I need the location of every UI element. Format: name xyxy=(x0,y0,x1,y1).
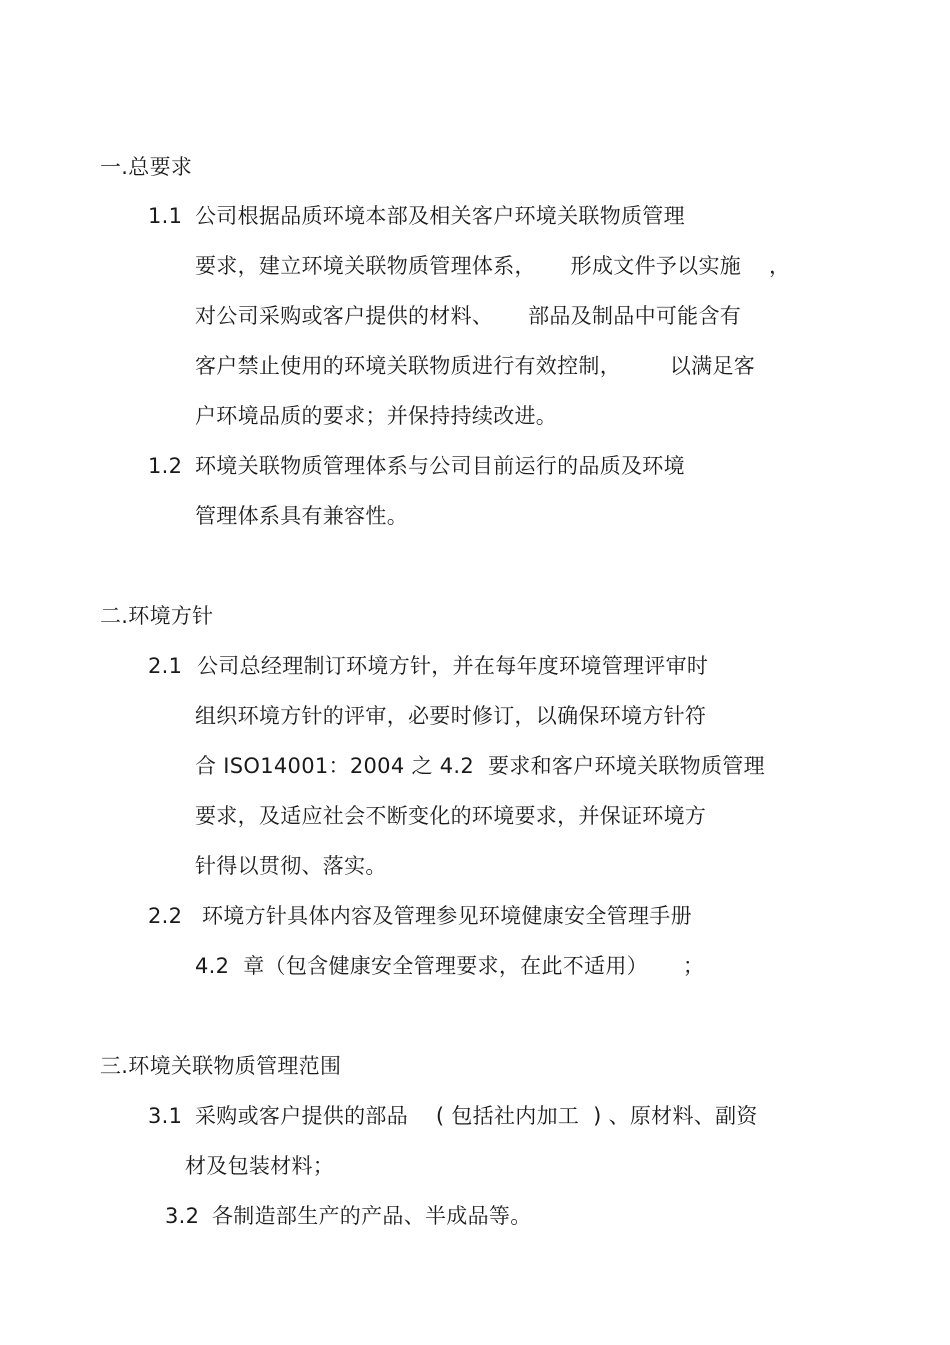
item-3-1-line-2: 材及包装材料； xyxy=(185,1154,335,1178)
item-2-2-line-2: 4.2 章（包含健康安全管理要求，在此不适用） ； xyxy=(195,954,705,978)
item-2-1-line-3: 合 ISO14001：2004 之 4.2 要求和客户环境关联物质管理 xyxy=(195,754,765,778)
section-heading-2: 二.环境方针 xyxy=(100,604,214,628)
item-1-2-line-2: 管理体系具有兼容性。 xyxy=(195,504,408,528)
item-2-1-line-4: 要求，及适应社会不断变化的环境要求，并保证环境方 xyxy=(195,804,707,828)
item-1-1-line-3: 对公司采购或客户提供的材料、 部品及制品中可能含有 xyxy=(195,304,742,328)
item-number-1-1: 1.1 xyxy=(148,204,183,228)
section-heading-3: 三.环境关联物质管理范围 xyxy=(100,1054,342,1078)
item-1-1-line-2: 要求，建立环境关联物质管理体系， 形成文件予以实施 ， xyxy=(195,254,791,278)
item-number-3-2: 3.2 xyxy=(165,1204,200,1228)
item-1-1-line-5: 户环境品质的要求；并保持持续改进。 xyxy=(195,404,558,428)
item-1-1-line-1: 公司根据品质环境本部及相关客户环境关联物质管理 xyxy=(195,204,685,228)
item-1-1-line-4: 客户禁止使用的环境关联物质进行有效控制， 以满足客 xyxy=(195,354,756,378)
item-2-1-line-5: 针得以贯彻、落实。 xyxy=(195,854,387,878)
item-number-3-1: 3.1 xyxy=(148,1104,183,1128)
item-2-1-line-2: 组织环境方针的评审，必要时修订，以确保环境方针符 xyxy=(195,704,707,728)
item-2-1-line-1: 公司总经理制订环境方针，并在每年度环境管理评审时 xyxy=(197,654,709,678)
item-1-2-line-1: 环境关联物质管理体系与公司目前运行的品质及环境 xyxy=(195,454,685,478)
item-number-1-2: 1.2 xyxy=(148,454,183,478)
item-number-2-1: 2.1 xyxy=(148,654,183,678)
item-3-1-line-1: 采购或客户提供的部品 ( 包括社内加工 ) 、原材料、副资 xyxy=(195,1104,758,1128)
item-number-2-2: 2.2 xyxy=(148,904,183,928)
item-3-2-line-1: 各制造部生产的产品、半成品等。 xyxy=(212,1204,532,1228)
item-2-2-line-1: 环境方针具体内容及管理参见环境健康安全管理手册 xyxy=(195,904,692,928)
section-heading-1: 一.总要求 xyxy=(100,155,193,179)
